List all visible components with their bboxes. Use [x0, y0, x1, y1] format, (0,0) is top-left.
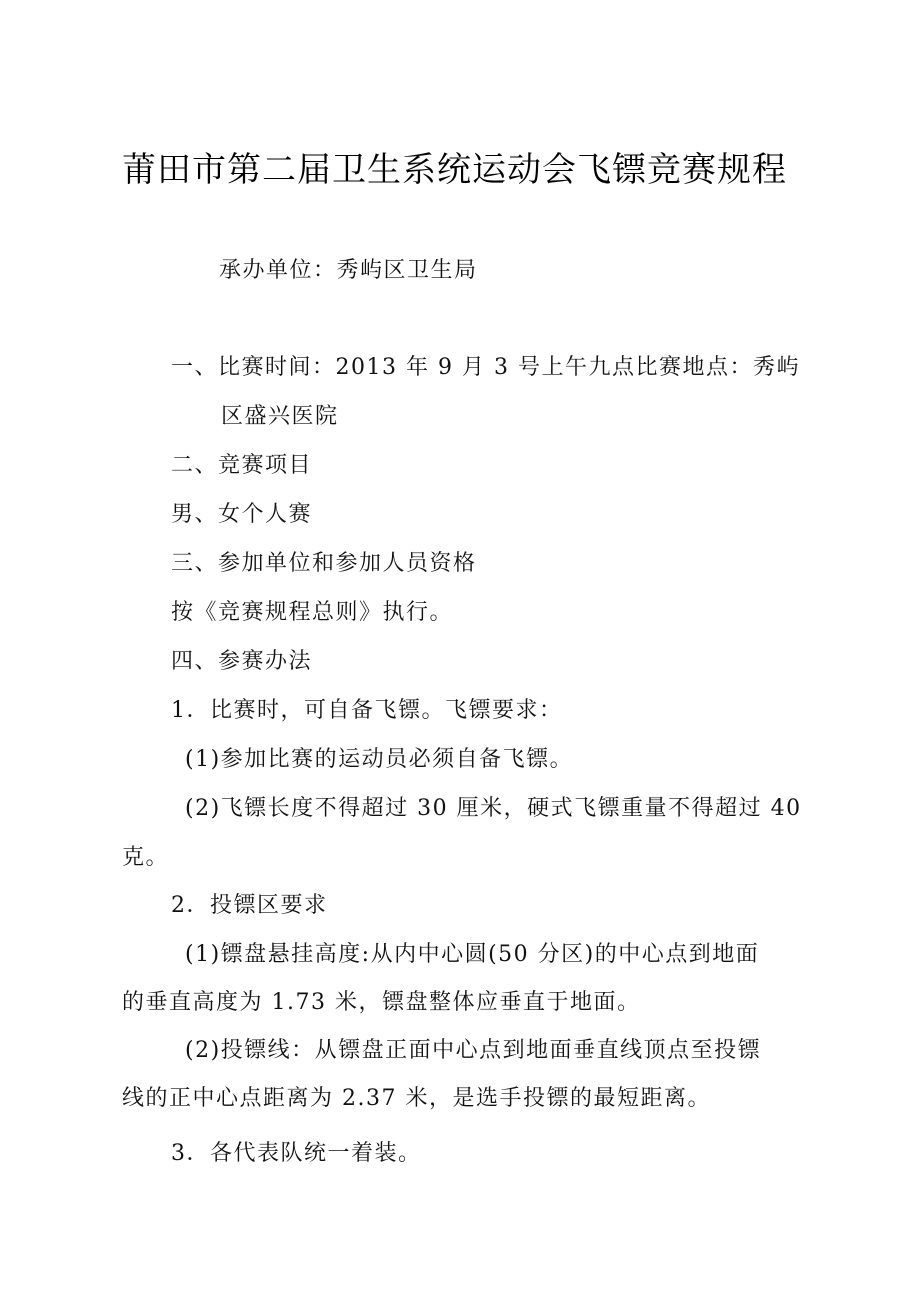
rule-2-item-1: (1)镖盘悬挂高度:从内中心圆(50 分区)的中心点到地面	[185, 942, 760, 967]
rule-1-item-2: (2)飞镖长度不得超过 30 厘米，硬式飞镖重量不得超过 40	[185, 796, 802, 821]
section-2-heading: 二、竞赛项目	[171, 453, 313, 478]
rule-2-item-2: (2)投镖线：从镖盘正面中心点到地面垂直线顶点至投镖	[185, 1038, 762, 1063]
rule-2-item-1-continued: 的垂直高度为 1.73 米，镖盘整体应垂直于地面。	[122, 990, 641, 1015]
rule-2-item-2-continued: 线的正中心点距离为 2.37 米，是选手投镖的最短距离。	[122, 1086, 711, 1111]
organizer-line: 承办单位：秀屿区卫生局	[219, 258, 478, 283]
section-1-time-venue: 一、比赛时间：2013 年 9 月 3 号上午九点比赛地点：秀屿	[171, 355, 800, 380]
section-4-heading: 四、参赛办法	[171, 649, 313, 674]
rule-1-item-2-continued: 克。	[122, 845, 170, 870]
section-1-venue-continued: 区盛兴医院	[221, 404, 339, 429]
rule-3-heading: 3．各代表队统一着装。	[171, 1141, 422, 1166]
document-title: 莆田市第二届卫生系统运动会飞镖竞赛规程	[122, 150, 787, 190]
section-2-events: 男、女个人赛	[171, 502, 313, 527]
section-3-body: 按《竞赛规程总则》执行。	[171, 600, 454, 625]
rule-1-heading: 1．比赛时，可自备飞镖。飞镖要求：	[171, 698, 563, 723]
rule-1-item-1: (1)参加比赛的运动员必须自备飞镖。	[185, 747, 574, 772]
rule-2-heading: 2．投镖区要求	[171, 893, 328, 918]
section-3-heading: 三、参加单位和参加人员资格	[171, 551, 477, 576]
